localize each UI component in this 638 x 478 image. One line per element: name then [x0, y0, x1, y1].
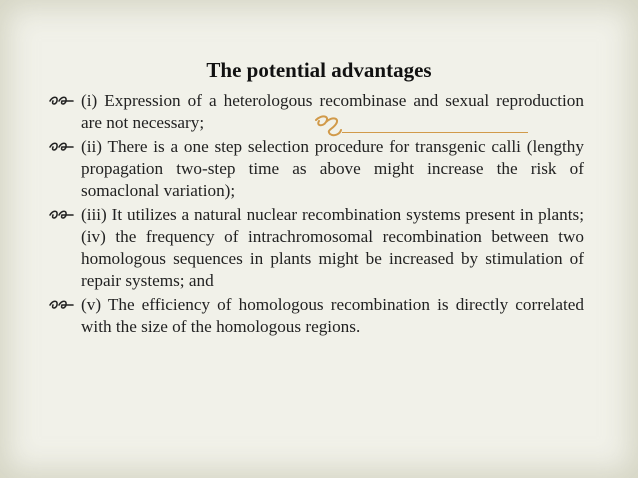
bullet-item: [48, 136, 584, 202]
bullet-text: (i) Expression of a heterologous recombinase and sexual reproduction are not necessary;: [81, 91, 584, 132]
bullet-text: (ii) There is a one step selection procedure for transgenic calli (lengthy propagation two-step time as above might increase the risk of somaclonal variation);: [81, 137, 584, 200]
bullet-list: [48, 90, 584, 340]
double-curl-bullet-icon: [48, 141, 75, 154]
bullet-item: [48, 294, 584, 338]
slide-title: The potential advantages: [206, 58, 432, 82]
double-curl-bullet-icon: [48, 209, 75, 222]
bullet-item: [48, 90, 584, 134]
bullet-text: (v) The efficiency of homologous recombination is directly correlated with the size of the homologous regions.: [81, 295, 584, 336]
bullet-item: [48, 204, 584, 292]
bullet-text: (iii) It utilizes a natural nuclear recombination systems present in plants; (iv) the frequency of intrachromosomal recombination between two homologous sequences in plants might be increased by stimulation of repair systems; and: [81, 205, 584, 290]
double-curl-bullet-icon: [48, 299, 75, 312]
double-curl-bullet-icon: [48, 95, 75, 108]
